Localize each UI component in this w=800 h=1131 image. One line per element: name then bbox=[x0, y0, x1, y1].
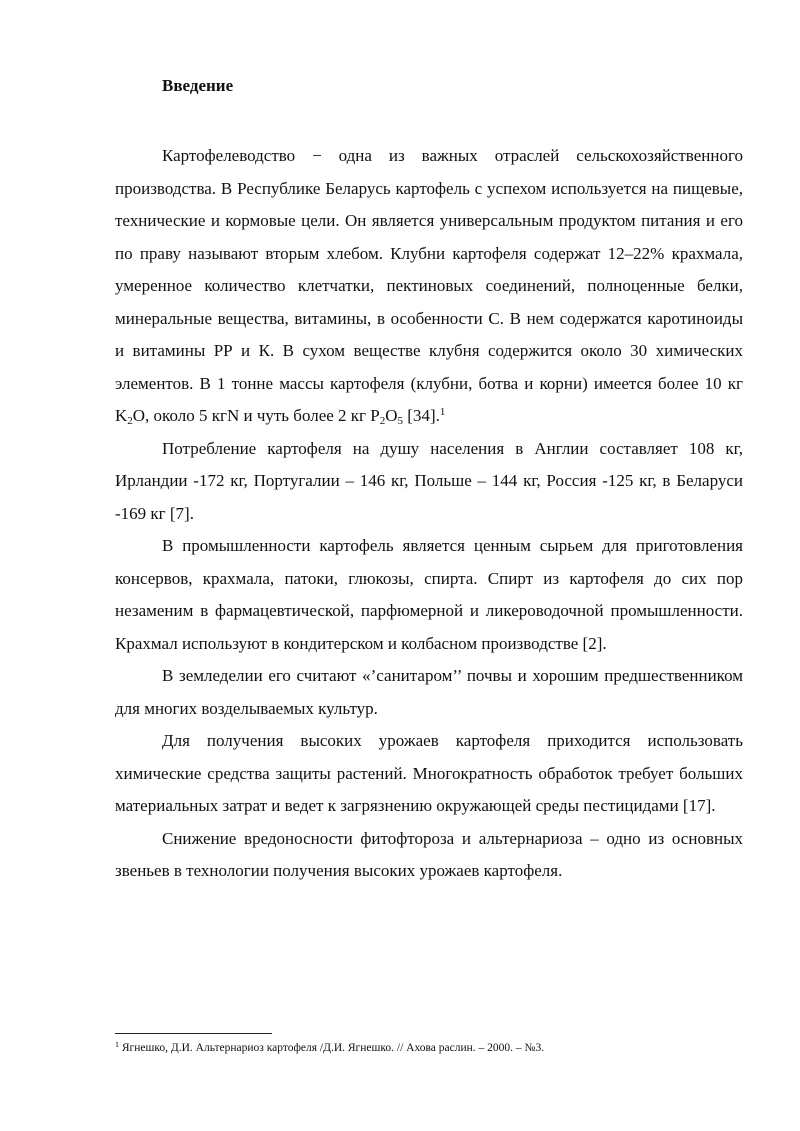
subscript-k2o: 2 bbox=[127, 415, 133, 427]
footnote bbox=[115, 1041, 743, 1055]
paragraph-1-text-d: [34]. bbox=[403, 406, 440, 425]
paragraph-1-text-a: Картофелеводство − одна из важных отраслей сельскохозяйственного производства. В Республике Беларусь картофель с успехом используется на пищевые, технические и кормовые цели. Он является универсальным продуктом питания и его по праву называют вторым хлебом. Клубни картофеля содержат 12–22% крахмала, умеренное количество клетчатки, пектиновых соединений, полноценные белки, минеральные вещества, витамины, в особенности С. В нем содержатся каротиноиды и витамины РР и К. В сухом веществе клубня содержится около 30 химических элементов. В 1 тонне массы картофеля (клубни, ботва и корни) имеется более 10 кг K bbox=[115, 146, 743, 425]
paragraph-3: В промышленности картофель является ценным сырьем для приготовления консервов, крахмала, патоки, глюкозы, спирта. Спирт из картофеля до сих пор незаменим в фармацевтической, парфюмерной и ликероводочной промышленности. Крахмал используют в кондитерском и колбасном производстве [2]. bbox=[115, 536, 743, 653]
footnote-separator bbox=[115, 1033, 272, 1034]
footnote-text: Ягнешко, Д.И. Альтернариоз картофеля /Д.И. Ягнешко. // Ахова раслин. – 2000. – №3. bbox=[119, 1042, 545, 1054]
footnote-marker: 1 bbox=[115, 1040, 119, 1049]
paragraph-5: Для получения высоких урожаев картофеля приходится использовать химические средства защиты растений. Многократность обработок требует больших материальных затрат и ведет к загрязнению окружающей среды пестицидами [17]. bbox=[115, 731, 743, 815]
paragraph-4: В земледелии его считают «’санитаром’’ почвы и хорошим предшественником для многих возделываемых культур. bbox=[115, 666, 743, 718]
paragraph-6: Снижение вредоносности фитофтороза и альтернариоза – одно из основных звеньев в технологии получения высоких урожаев картофеля. bbox=[115, 828, 743, 880]
paragraph-1-text-b: O, около 5 кгN и чуть более 2 кг P bbox=[132, 406, 380, 425]
paragraph-1 bbox=[115, 140, 743, 433]
footnote-reference[interactable]: 1 bbox=[439, 406, 446, 418]
subscript-p2: 2 bbox=[379, 415, 386, 427]
paragraph-2: Потребление картофеля на душу населения в Англии составляет 108 кг, Ирландии -172 кг, Португалии – 146 кг, Польше – 144 кг, Россия -125 кг, в Беларуси -169 кг [7]. bbox=[115, 438, 743, 523]
subscript-o5: 5 bbox=[397, 415, 404, 427]
section-heading: Введение bbox=[162, 76, 234, 95]
body-text bbox=[115, 140, 743, 888]
paragraph-1-text-c: O bbox=[385, 406, 398, 425]
